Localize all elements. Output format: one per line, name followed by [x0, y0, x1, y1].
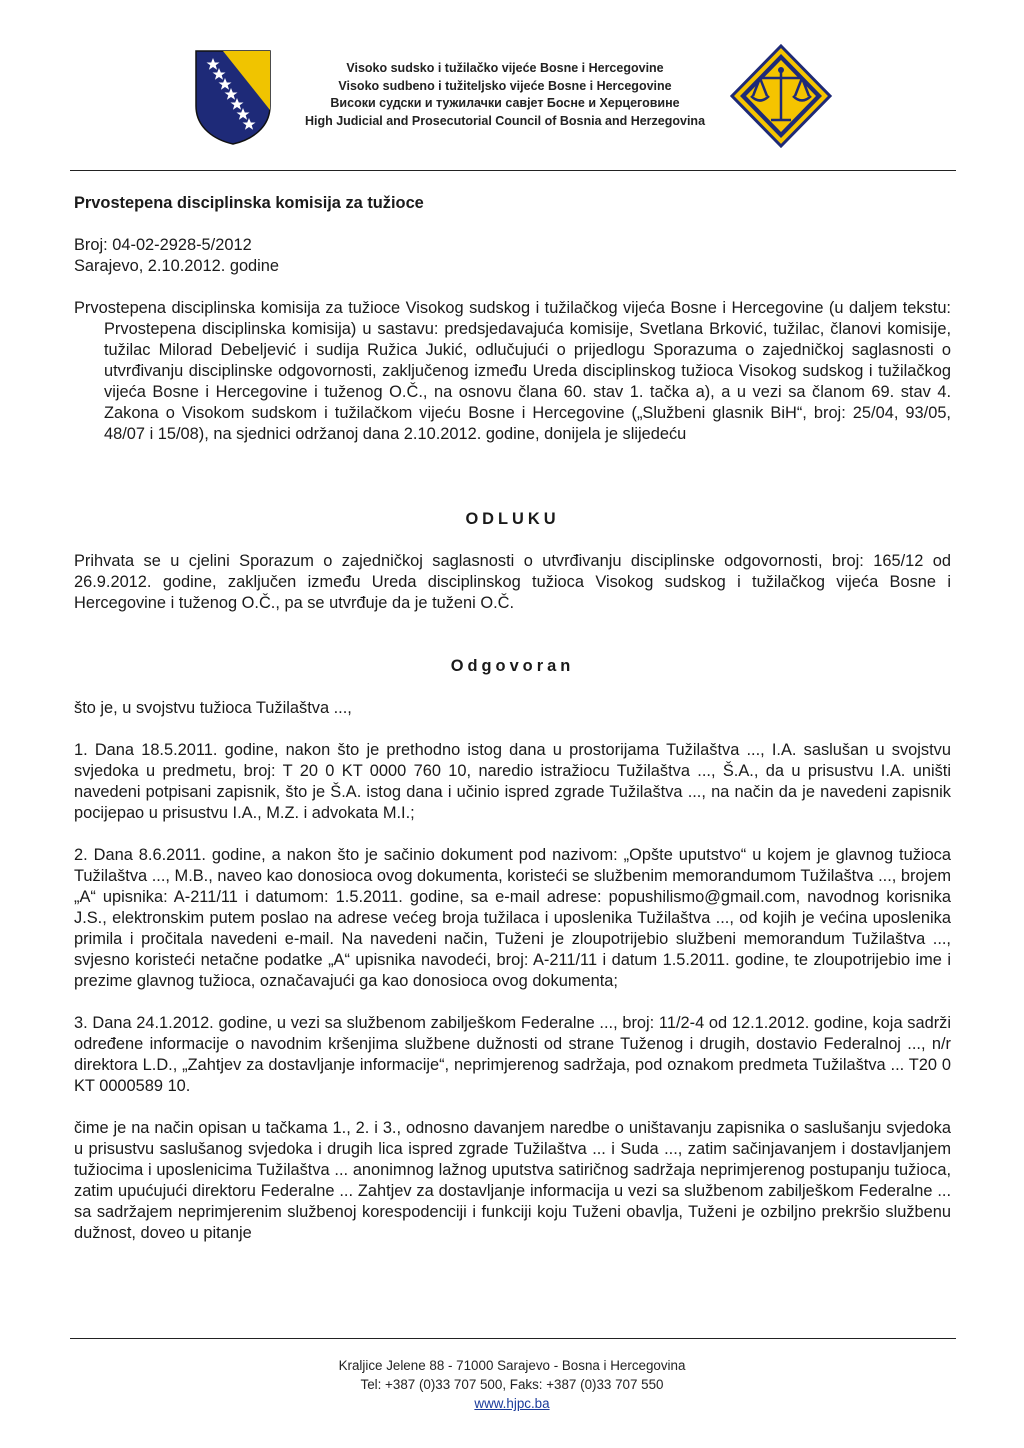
charge-item: 1. Dana 18.5.2011. godine, nakon što je prethodno istog dana u prostorijama Tužilaštva ..., I.A. saslušan u svojstvu svjedoka u predmetu, broj: T 20 0 KT 0000 760 10, naredio istražiocu Tužilaštva ..., Š.A., da u prisustvu I.A. uništi navedeni potpisani zapisnik, što je Š.A. istog dana i učinio ispred zgrade Tužilaštva ..., na način da je navedeni zapisnik pocijepao u prisustvu I.A., M.Z. i advokata M.I.; — [74, 741, 951, 822]
conclusion-paragraph: čime je na način opisan u tačkama 1., 2. i 3., odnosno davanjem naredbe o uništavanju zapisnika o saslušanju svjedoka u prisustvu saslušanog svjedoka i drugih lica ispred zgrade Tužilaštva ... i Suda ..., zatim sačinjavanjem i dostavljanjem tužiocima i uposlenicima Tužilaštva ... anonimnog lažnog uputstva satiričnog sadržaja neprimjerenog postupanju tužioca, zatim upućujući direktoru Federalne ... Zahtjev za dostavljanje informacija u vezi sa službenom zabilješkom Federalne ... sa sadržajem neprimjerenim službenoj korespodenciji i funkciji koju Tuženi obavlja, Tuženi je ozbiljno prekršio službenu dužnost, doveo u pitanje — [74, 1119, 951, 1242]
footer-divider — [70, 1338, 956, 1339]
decision-title: ODLUKU — [465, 510, 560, 528]
document-place-date: Sarajevo, 2.10.2012. godine — [74, 257, 280, 275]
council-name-block — [300, 60, 710, 130]
council-name-bs: Visoko sudsko i tužilačko vijeće Bosne i Hercegovine — [346, 61, 664, 75]
charge-item: 2. Dana 8.6.2011. godine, a nakon što je sačinio dokument pod nazivom: „Opšte uputstvo“ u kojem je glavnog tužioca Tužilaštva ..., M.B., naveo kao donosioca ovog dokumenta, koristeći se službenim memorandumom Tužilaštva ..., brojem „A“ upisnika: A-211/11 i datumom: 1.5.2011. godine, sa e-mail adrese: popushilismo@gmail.com, navodnog korisnika J.S., elektronskim putem poslao na adrese većeg broja tužilaca i uposlenika Tužilaštva ..., od kojih je većina uposlenika primila i pročitala navedeni e-mail. Na navedeni način, Tuženi je zloupotrijebio službeni memorandum Tužilaštva ..., svjesno koristeći netačne podatke „A“ upisnika navodeći, broj: A-211/11 i datum 1.5.2011. godine, te zloupotrijebio ime i prezime glavnog tužioca, označavajući ga kao donosioca ovog dokumenta; — [74, 846, 951, 990]
capacity-line: što je, u svojstvu tužioca Tužilaštva ..., — [74, 699, 352, 717]
document-body — [74, 193, 951, 1244]
council-name-hr: Visoko sudbeno i tužiteljsko vijeće Bosne i Hercegovine — [338, 78, 672, 93]
scales-of-justice-icon — [730, 44, 832, 148]
website-link[interactable]: www.hjpc.ba — [474, 1396, 550, 1411]
commission-title: Prvostepena disciplinska komisija za tužioce — [74, 194, 424, 212]
document-number: Broj: 04-02-2928-5/2012 — [74, 236, 252, 254]
acceptance-paragraph: Prihvata se u cjelini Sporazum o zajedničkoj saglasnosti o utvrđivanju disciplinske odgovornosti, broj: 165/12 od 26.9.2012. godine, zaključen između Ureda disciplinskog tužioca Visokog sudskog i tužilačkog vijeća Bosne i Hercegovine i tuženog O.Č., pa se utvrđuje da je tuženi O.Č. — [74, 552, 951, 612]
header-divider — [70, 170, 956, 171]
footer — [0, 1356, 1024, 1413]
footer-address: Kraljice Jelene 88 - 71000 Sarajevo - Bosna i Hercegovina — [338, 1358, 686, 1373]
coat-of-arms-icon — [193, 48, 273, 146]
council-name-en: High Judicial and Prosecutorial Council of Bosnia and Herzegovina — [304, 113, 706, 128]
footer-phone: Tel: +387 (0)33 707 500, Faks: +387 (0)33 707 550 — [360, 1377, 664, 1392]
verdict-title: Odgovoran — [450, 657, 575, 675]
council-name-sr: Високи судски и тужилачки савјет Босне и Херцеговине — [330, 96, 680, 110]
letterhead — [0, 0, 1024, 170]
intro-paragraph: Prvostepena disciplinska komisija za tužioce Visokog sudskog i tužilačkog vijeća Bosne i Hercegovine (u daljem tekstu: Prvostepena disciplinska komisija) u sastavu: predsjedavajuća komisije, Svetlana Brković, tužilac, članovi komisije, tužilac Milorad Debeljević i sudija Ružica Jukić, odlučujući o prijedlogu Sporazuma o zajedničkoj saglasnosti o utvrđivanju disciplinske odgovornosti, zaključenog između Ureda disciplinskog tužioca Visokog sudskog i tužilačkog vijeća Bosne i Hercegovine i tuženog O.Č., na osnovu člana 60. stav 1. tačka a), a u vezi sa članom 69. stav 4. Zakona o Visokom sudskom i tužilačkom vijeću Bosne i Hercegovine („Službeni glasnik BiH“, broj: 25/04, 93/05, 48/07 i 15/08), na sjednici održanoj dana 2.10.2012. godine, donijela je slijedeću — [74, 299, 951, 443]
charge-item: 3. Dana 24.1.2012. godine, u vezi sa službenom zabilješkom Federalne ..., broj: 11/2-4 od 12.1.2012. godine, koja sadrži određene informacije o navodnim kršenjima službene dužnosti od strane Tuženog i drugih, dostavio Federalnoj ..., n/r direktora L.D., „Zahtjev za dostavljanje informacije“, neprimjerenog sadržaja, pod oznakom predmeta Tužilaštva ... T20 0 KT 0000589 10. — [74, 1014, 951, 1095]
document-meta — [74, 235, 951, 277]
